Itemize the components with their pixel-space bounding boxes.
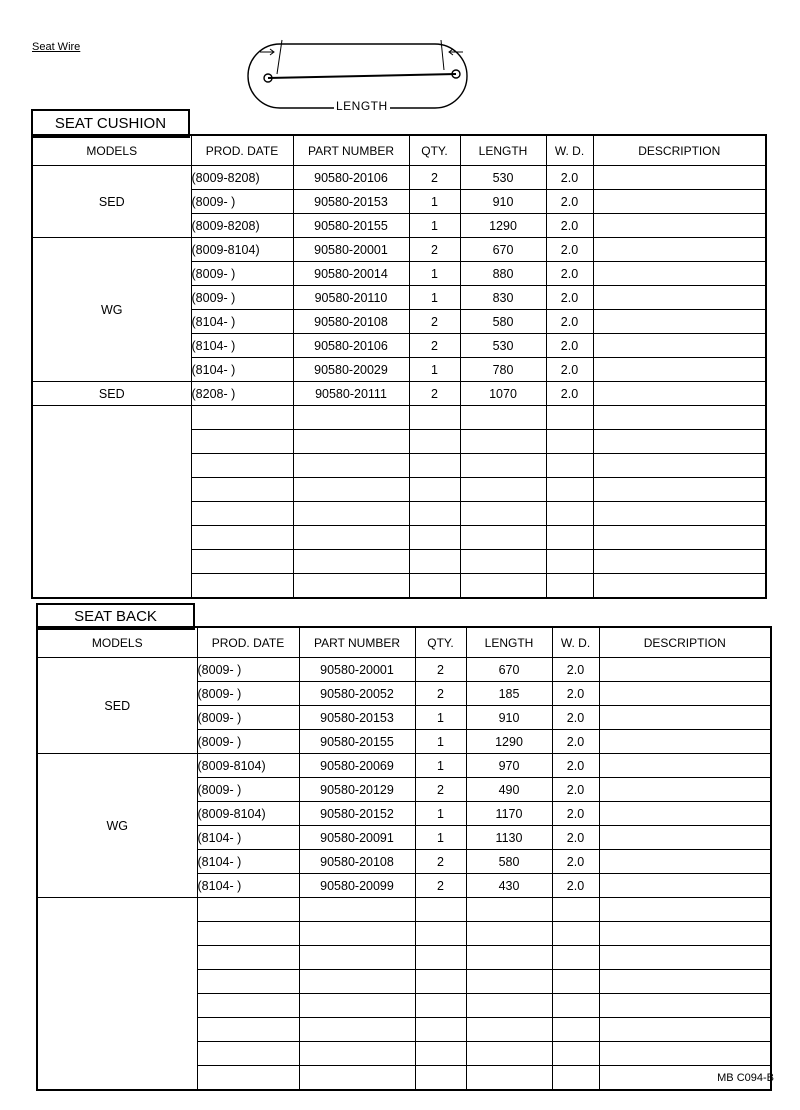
length-cell: 970	[466, 754, 552, 778]
empty-cell	[552, 970, 599, 994]
empty-cell	[197, 1066, 299, 1091]
empty-cell	[466, 1066, 552, 1091]
empty-cell	[197, 994, 299, 1018]
empty-cell	[191, 406, 293, 430]
empty-cell	[593, 550, 766, 574]
empty-cell	[599, 1042, 771, 1066]
empty-cell	[299, 946, 415, 970]
empty-cell	[415, 922, 466, 946]
empty-cell	[191, 430, 293, 454]
length-cell: 430	[466, 874, 552, 898]
empty-cell	[299, 898, 415, 922]
empty-cell	[599, 994, 771, 1018]
empty-cell	[552, 922, 599, 946]
empty-cell	[415, 1066, 466, 1091]
wd-cell: 2.0	[552, 874, 599, 898]
empty-cell	[299, 922, 415, 946]
wd-cell: 2.0	[546, 262, 593, 286]
prod-date-cell: (8009- )	[197, 778, 299, 802]
empty-cell	[460, 454, 546, 478]
qty-header: QTY.	[415, 627, 466, 658]
empty-cell	[409, 526, 460, 550]
empty-cell	[293, 454, 409, 478]
qty-cell: 1	[409, 286, 460, 310]
wd-cell: 2.0	[546, 310, 593, 334]
empty-cell	[191, 478, 293, 502]
empty-cell	[415, 898, 466, 922]
wd-cell: 2.0	[546, 286, 593, 310]
empty-cell	[466, 1042, 552, 1066]
seat-cushion-table	[31, 134, 767, 599]
empty-cell	[599, 922, 771, 946]
empty-cell	[415, 994, 466, 1018]
table-row	[37, 658, 771, 682]
empty-cell	[593, 502, 766, 526]
length-cell: 580	[466, 850, 552, 874]
empty-cell	[191, 454, 293, 478]
wd-header: W. D.	[552, 627, 599, 658]
part-number-cell: 90580-20106	[293, 334, 409, 358]
empty-cell	[409, 454, 460, 478]
model-cell: SED	[37, 658, 197, 754]
length-cell: 780	[460, 358, 546, 382]
empty-cell	[546, 406, 593, 430]
empty-cell	[293, 526, 409, 550]
part-number-cell: 90580-20155	[293, 214, 409, 238]
table-row	[32, 166, 766, 190]
length-cell: 670	[466, 658, 552, 682]
prod-date-cell: (8104- )	[197, 826, 299, 850]
wd-cell: 2.0	[552, 802, 599, 826]
empty-cell	[197, 898, 299, 922]
length-label: LENGTH	[336, 99, 388, 113]
wd-cell: 2.0	[546, 166, 593, 190]
wd-cell: 2.0	[552, 778, 599, 802]
empty-cell	[546, 550, 593, 574]
models-header: MODELS	[32, 135, 191, 166]
empty-cell	[293, 406, 409, 430]
part-number-cell: 90580-20110	[293, 286, 409, 310]
description-cell	[593, 310, 766, 334]
prod-date-cell: (8009- )	[191, 190, 293, 214]
empty-cell	[293, 430, 409, 454]
empty-cell	[409, 574, 460, 599]
empty-cell	[593, 430, 766, 454]
wd-cell: 2.0	[552, 658, 599, 682]
empty-row	[37, 898, 771, 922]
empty-cell	[546, 430, 593, 454]
description-cell	[593, 262, 766, 286]
description-cell	[599, 730, 771, 754]
footer-code: MB C094-B	[717, 1072, 774, 1084]
qty-cell: 1	[415, 730, 466, 754]
prod-date-cell: (8009-8104)	[191, 238, 293, 262]
description-cell	[599, 754, 771, 778]
qty-cell: 1	[415, 706, 466, 730]
length-header: LENGTH	[460, 135, 546, 166]
description-cell	[593, 190, 766, 214]
empty-model-cell	[37, 898, 197, 1091]
prod-date-cell: (8009-8104)	[197, 754, 299, 778]
prod-date-cell: (8104- )	[191, 310, 293, 334]
part-number-cell: 90580-20108	[299, 850, 415, 874]
empty-cell	[466, 898, 552, 922]
prod-date-cell: (8009- )	[191, 262, 293, 286]
wd-cell: 2.0	[552, 850, 599, 874]
length-cell: 490	[466, 778, 552, 802]
empty-cell	[460, 550, 546, 574]
qty-cell: 2	[409, 166, 460, 190]
wd-cell: 2.0	[546, 334, 593, 358]
prod-date-cell: (8104- )	[191, 334, 293, 358]
empty-row	[32, 406, 766, 430]
empty-cell	[299, 1018, 415, 1042]
empty-cell	[409, 406, 460, 430]
empty-cell	[466, 1018, 552, 1042]
qty-cell: 2	[415, 874, 466, 898]
empty-cell	[460, 406, 546, 430]
prod-date-cell: (8104- )	[191, 358, 293, 382]
empty-cell	[593, 406, 766, 430]
empty-cell	[409, 550, 460, 574]
prod-date-cell: (8009-8208)	[191, 166, 293, 190]
wd-cell: 2.0	[552, 682, 599, 706]
empty-cell	[599, 1018, 771, 1042]
part-number-cell: 90580-20152	[299, 802, 415, 826]
description-cell	[599, 706, 771, 730]
empty-cell	[293, 574, 409, 599]
qty-cell: 2	[409, 382, 460, 406]
wd-cell: 2.0	[552, 730, 599, 754]
empty-cell	[593, 574, 766, 599]
prod-date-header: PROD. DATE	[191, 135, 293, 166]
empty-cell	[191, 550, 293, 574]
part-number-cell: 90580-20099	[299, 874, 415, 898]
description-cell	[593, 358, 766, 382]
description-cell	[599, 682, 771, 706]
empty-cell	[466, 970, 552, 994]
empty-cell	[599, 898, 771, 922]
wd-cell: 2.0	[546, 190, 593, 214]
part-number-cell: 90580-20052	[299, 682, 415, 706]
seat-back-table	[36, 626, 772, 1091]
empty-cell	[409, 430, 460, 454]
models-header: MODELS	[37, 627, 197, 658]
part-number-header: PART NUMBER	[299, 627, 415, 658]
qty-cell: 1	[415, 754, 466, 778]
empty-cell	[460, 478, 546, 502]
empty-cell	[409, 502, 460, 526]
empty-cell	[299, 970, 415, 994]
empty-cell	[293, 478, 409, 502]
qty-cell: 2	[409, 310, 460, 334]
header-row	[32, 135, 766, 166]
empty-cell	[409, 478, 460, 502]
empty-cell	[599, 946, 771, 970]
empty-cell	[546, 478, 593, 502]
qty-cell: 2	[415, 778, 466, 802]
part-number-header: PART NUMBER	[293, 135, 409, 166]
prod-date-cell: (8104- )	[197, 850, 299, 874]
wd-cell: 2.0	[552, 706, 599, 730]
empty-cell	[552, 946, 599, 970]
part-number-cell: 90580-20153	[299, 706, 415, 730]
part-number-cell: 90580-20001	[293, 238, 409, 262]
model-cell: WG	[37, 754, 197, 898]
model-cell: WG	[32, 238, 191, 382]
qty-cell: 1	[409, 358, 460, 382]
empty-cell	[593, 478, 766, 502]
wd-cell: 2.0	[546, 238, 593, 262]
length-cell: 880	[460, 262, 546, 286]
qty-cell: 1	[409, 262, 460, 286]
description-cell	[593, 286, 766, 310]
wd-cell: 2.0	[546, 214, 593, 238]
length-cell: 1070	[460, 382, 546, 406]
seat-back-title: SEAT BACK	[36, 603, 195, 630]
length-cell: 830	[460, 286, 546, 310]
length-cell: 1170	[466, 802, 552, 826]
description-cell	[593, 238, 766, 262]
empty-cell	[415, 1042, 466, 1066]
wd-cell: 2.0	[546, 382, 593, 406]
part-number-cell: 90580-20106	[293, 166, 409, 190]
description-cell	[599, 658, 771, 682]
length-cell: 910	[460, 190, 546, 214]
empty-cell	[191, 574, 293, 599]
empty-cell	[197, 1042, 299, 1066]
empty-cell	[546, 574, 593, 599]
prod-date-cell: (8104- )	[197, 874, 299, 898]
qty-cell: 1	[415, 802, 466, 826]
qty-cell: 1	[409, 214, 460, 238]
description-cell	[599, 778, 771, 802]
empty-cell	[299, 1066, 415, 1091]
prod-date-cell: (8009-8208)	[191, 214, 293, 238]
empty-cell	[552, 898, 599, 922]
empty-cell	[293, 502, 409, 526]
empty-cell	[460, 430, 546, 454]
prod-date-cell: (8208- )	[191, 382, 293, 406]
empty-cell	[552, 1042, 599, 1066]
length-cell: 910	[466, 706, 552, 730]
qty-header: QTY.	[409, 135, 460, 166]
length-cell: 1290	[460, 214, 546, 238]
part-number-cell: 90580-20108	[293, 310, 409, 334]
empty-cell	[197, 1018, 299, 1042]
empty-cell	[546, 526, 593, 550]
description-cell	[593, 334, 766, 358]
prod-date-cell: (8009-8104)	[197, 802, 299, 826]
length-cell: 530	[460, 334, 546, 358]
length-cell: 185	[466, 682, 552, 706]
part-number-cell: 90580-20029	[293, 358, 409, 382]
part-number-cell: 90580-20001	[299, 658, 415, 682]
empty-cell	[460, 502, 546, 526]
part-number-cell: 90580-20111	[293, 382, 409, 406]
wd-cell: 2.0	[552, 754, 599, 778]
header-row	[37, 627, 771, 658]
model-cell: SED	[32, 166, 191, 238]
empty-cell	[546, 454, 593, 478]
empty-cell	[415, 946, 466, 970]
prod-date-cell: (8009- )	[197, 658, 299, 682]
length-cell: 1290	[466, 730, 552, 754]
empty-cell	[415, 1018, 466, 1042]
empty-cell	[299, 994, 415, 1018]
qty-cell: 2	[409, 334, 460, 358]
length-cell: 530	[460, 166, 546, 190]
prod-date-cell: (8009- )	[197, 706, 299, 730]
empty-cell	[460, 574, 546, 599]
description-cell	[599, 874, 771, 898]
length-cell: 1130	[466, 826, 552, 850]
empty-cell	[552, 1018, 599, 1042]
part-number-cell: 90580-20014	[293, 262, 409, 286]
wd-cell: 2.0	[552, 826, 599, 850]
qty-cell: 2	[415, 850, 466, 874]
description-cell	[593, 214, 766, 238]
empty-cell	[466, 922, 552, 946]
empty-cell	[593, 454, 766, 478]
description-cell	[593, 166, 766, 190]
description-cell	[599, 802, 771, 826]
qty-cell: 2	[415, 682, 466, 706]
prod-date-cell: (8009- )	[197, 682, 299, 706]
model-cell: SED	[32, 382, 191, 406]
empty-cell	[415, 970, 466, 994]
wd-header: W. D.	[546, 135, 593, 166]
part-number-cell: 90580-20155	[299, 730, 415, 754]
table-row	[32, 382, 766, 406]
empty-cell	[466, 994, 552, 1018]
description-cell	[599, 826, 771, 850]
empty-cell	[191, 502, 293, 526]
seat-cushion-title: SEAT CUSHION	[31, 109, 190, 138]
prod-date-cell: (8009- )	[191, 286, 293, 310]
empty-cell	[191, 526, 293, 550]
empty-cell	[197, 922, 299, 946]
wd-cell: 2.0	[546, 358, 593, 382]
qty-cell: 2	[415, 658, 466, 682]
description-header: DESCRIPTION	[599, 627, 771, 658]
part-number-cell: 90580-20069	[299, 754, 415, 778]
length-cell: 580	[460, 310, 546, 334]
empty-cell	[546, 502, 593, 526]
length-header: LENGTH	[466, 627, 552, 658]
length-cell: 670	[460, 238, 546, 262]
table-row	[32, 238, 766, 262]
empty-cell	[552, 994, 599, 1018]
empty-cell	[552, 1066, 599, 1091]
qty-cell: 1	[415, 826, 466, 850]
empty-cell	[197, 946, 299, 970]
prod-date-header: PROD. DATE	[197, 627, 299, 658]
empty-cell	[599, 970, 771, 994]
empty-cell	[460, 526, 546, 550]
empty-cell	[593, 526, 766, 550]
empty-model-cell	[32, 406, 191, 599]
description-cell	[599, 850, 771, 874]
part-number-cell: 90580-20091	[299, 826, 415, 850]
page-title: Seat Wire	[32, 41, 81, 53]
empty-cell	[299, 1042, 415, 1066]
prod-date-cell: (8009- )	[197, 730, 299, 754]
part-number-cell: 90580-20129	[299, 778, 415, 802]
table-row	[37, 754, 771, 778]
part-number-cell: 90580-20153	[293, 190, 409, 214]
qty-cell: 1	[409, 190, 460, 214]
empty-cell	[197, 970, 299, 994]
empty-cell	[466, 946, 552, 970]
empty-cell	[293, 550, 409, 574]
description-header: DESCRIPTION	[593, 135, 766, 166]
qty-cell: 2	[409, 238, 460, 262]
description-cell	[593, 382, 766, 406]
